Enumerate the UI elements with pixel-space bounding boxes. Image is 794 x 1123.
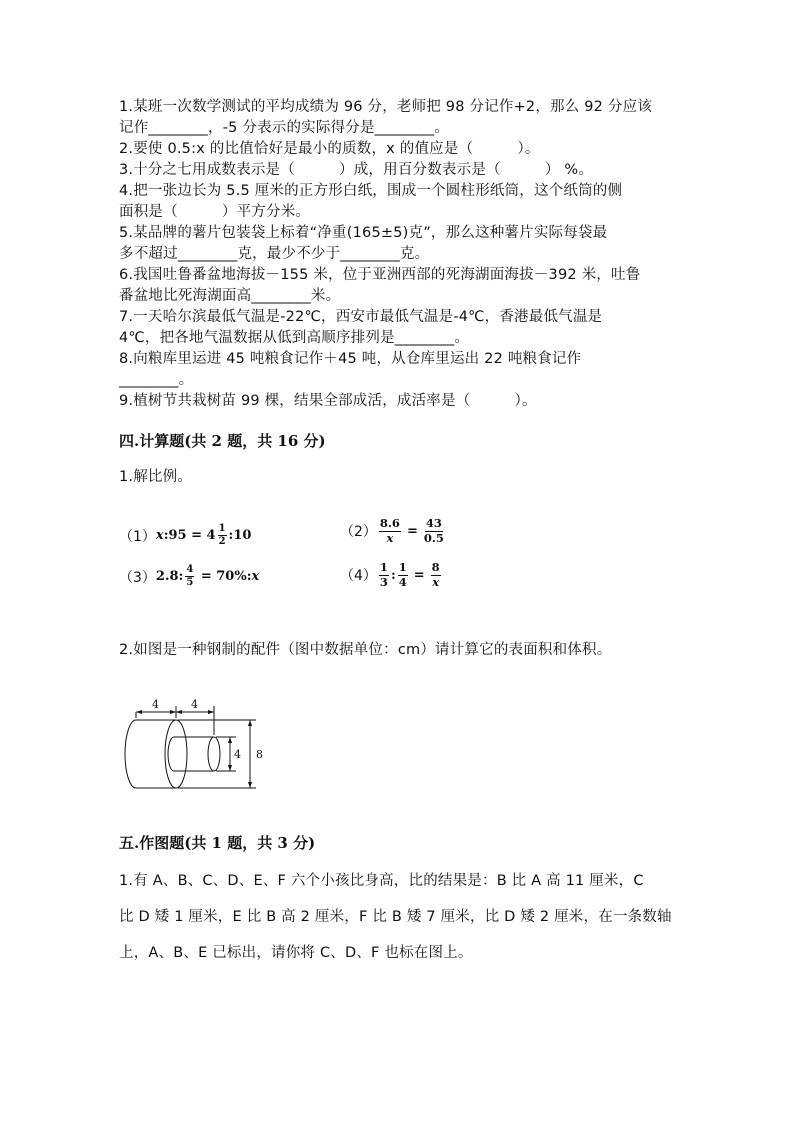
text-line: 1.某班一次数学测试的平均成绩为 96 分，老师把 98 分记作+2，那么 92 分应该	[119, 99, 653, 115]
colon: :	[390, 567, 396, 583]
question-title: 2.如图是一种钢制的配件（图中数据单位：cm）请计算它的表面积和体积。	[119, 642, 612, 658]
text-line: 4℃，把各地气温数据从低到高顺序排列是________。	[119, 330, 470, 346]
text-line: 上，A、B、E 已标出，请你将 C、D、F 也标在图上。	[119, 945, 473, 961]
equals-sign: =	[413, 567, 425, 583]
fraction-numerator: 1	[398, 560, 407, 574]
text-line: 多不超过________克，最少不少于________克。	[119, 246, 430, 262]
arrow-head	[170, 710, 176, 714]
fraction-numerator: 43	[425, 516, 442, 530]
variable: x	[155, 528, 164, 543]
proportion-problem-2	[340, 518, 446, 544]
fraction-numerator: 4	[186, 564, 194, 575]
text-line: 番盆地比死海湖面高________米。	[119, 288, 341, 304]
text-line: 4.把一张边长为 5.5 厘米的正方形白纸，围成一个圆柱形纸筒，这个纸筒的侧	[119, 183, 623, 199]
text-line: 记作________，-5 分表示的实际得分是________。	[119, 120, 449, 136]
fraction-denominator: 2	[218, 536, 226, 547]
text-line: 8.向粮库里运进 45 吨粮食记作＋45 吨，从仓库里运出 22 吨粮食记作	[119, 351, 582, 367]
dim-label: 8	[256, 748, 263, 761]
section-heading: 四.计算题(共 2 题，共 16 分)	[119, 432, 326, 450]
expression-part: :10	[228, 528, 252, 543]
proportion-problem-4	[340, 562, 443, 588]
small-cylinder-right-face	[208, 737, 220, 771]
text-line: 9.植树节共栽树苗 99 棵，结果全部成活，成活率是（ ）。	[119, 393, 537, 409]
text-line: 比 D 矮 1 厘米，E 比 B 高 2 厘米，F 比 B 矮 7 厘米，比 D 矮 2 厘米，在一条数轴	[119, 909, 672, 925]
section-heading: 五.作图题(共 1 题，共 3 分)	[119, 834, 316, 852]
arrow-head	[228, 737, 232, 743]
arrow-head	[208, 710, 214, 714]
fraction-denominator: 3	[379, 574, 388, 589]
equals-sign: =	[406, 523, 418, 539]
text-line: 3.十分之七用成数表示是（ ）成，用百分数表示是（ ） %。	[119, 162, 594, 178]
dim-label: 4	[234, 748, 241, 761]
problem-label: （3）	[119, 569, 156, 586]
text-line: 6.我国吐鲁番盆地海拔－155 米，位于亚洲西部的死海湖面海拔－392 米，吐鲁	[119, 267, 641, 283]
fraction-denominator: x	[432, 574, 440, 589]
fraction-numerator: 8.6	[379, 516, 400, 530]
steel-part-figure	[118, 690, 278, 796]
text-line: 1.有 A、B、C、D、E、F 六个小孩比身高，比的结果是：B 比 A 高 11 厘米，C	[119, 873, 644, 889]
problem-label: （2）	[340, 524, 377, 540]
proportion-problem-1	[119, 524, 251, 547]
arrow-head	[228, 765, 232, 771]
question-title: 1.解比例。	[119, 469, 193, 485]
fraction-denominator: 5	[186, 577, 194, 588]
proportion-problem-3	[119, 565, 259, 588]
fraction-numerator: 8	[431, 560, 440, 574]
text-line: 面积是（ ）平方分米。	[119, 204, 311, 220]
dim-label: 4	[191, 698, 198, 711]
arrow-head	[248, 782, 252, 788]
expression-part: :95 = 4	[163, 528, 216, 543]
big-cylinder-left-arc	[125, 720, 136, 788]
fraction-denominator: 0.5	[423, 530, 444, 545]
problem-label: （4）	[340, 568, 377, 584]
text-line: 5.某品牌的薯片包装袋上标着“净重(165±5)克”，那么这种薯片实际每袋最	[119, 225, 608, 241]
expression-part: 2.8:	[155, 569, 184, 584]
arrow-head	[136, 710, 142, 714]
fraction-numerator: 1	[379, 560, 388, 574]
arrow-head	[248, 720, 252, 726]
text-line: ________。	[119, 372, 194, 388]
problem-label: （1）	[119, 528, 156, 545]
arrow-head	[176, 710, 182, 714]
fraction-denominator: x	[386, 530, 394, 545]
text-line: 2.要使 0.5:x 的比值恰好是最小的质数，x 的值应是（ ）。	[119, 141, 540, 157]
dim-label: 4	[152, 698, 159, 711]
fraction-denominator: 4	[398, 574, 407, 589]
text-line: 7.一天哈尔滨最低气温是-22℃，西安市最低气温是-4℃，香港最低气温是	[119, 309, 603, 325]
variable: x	[251, 569, 260, 584]
expression-part: = 70%:	[196, 569, 252, 584]
fraction-numerator: 1	[218, 523, 226, 534]
